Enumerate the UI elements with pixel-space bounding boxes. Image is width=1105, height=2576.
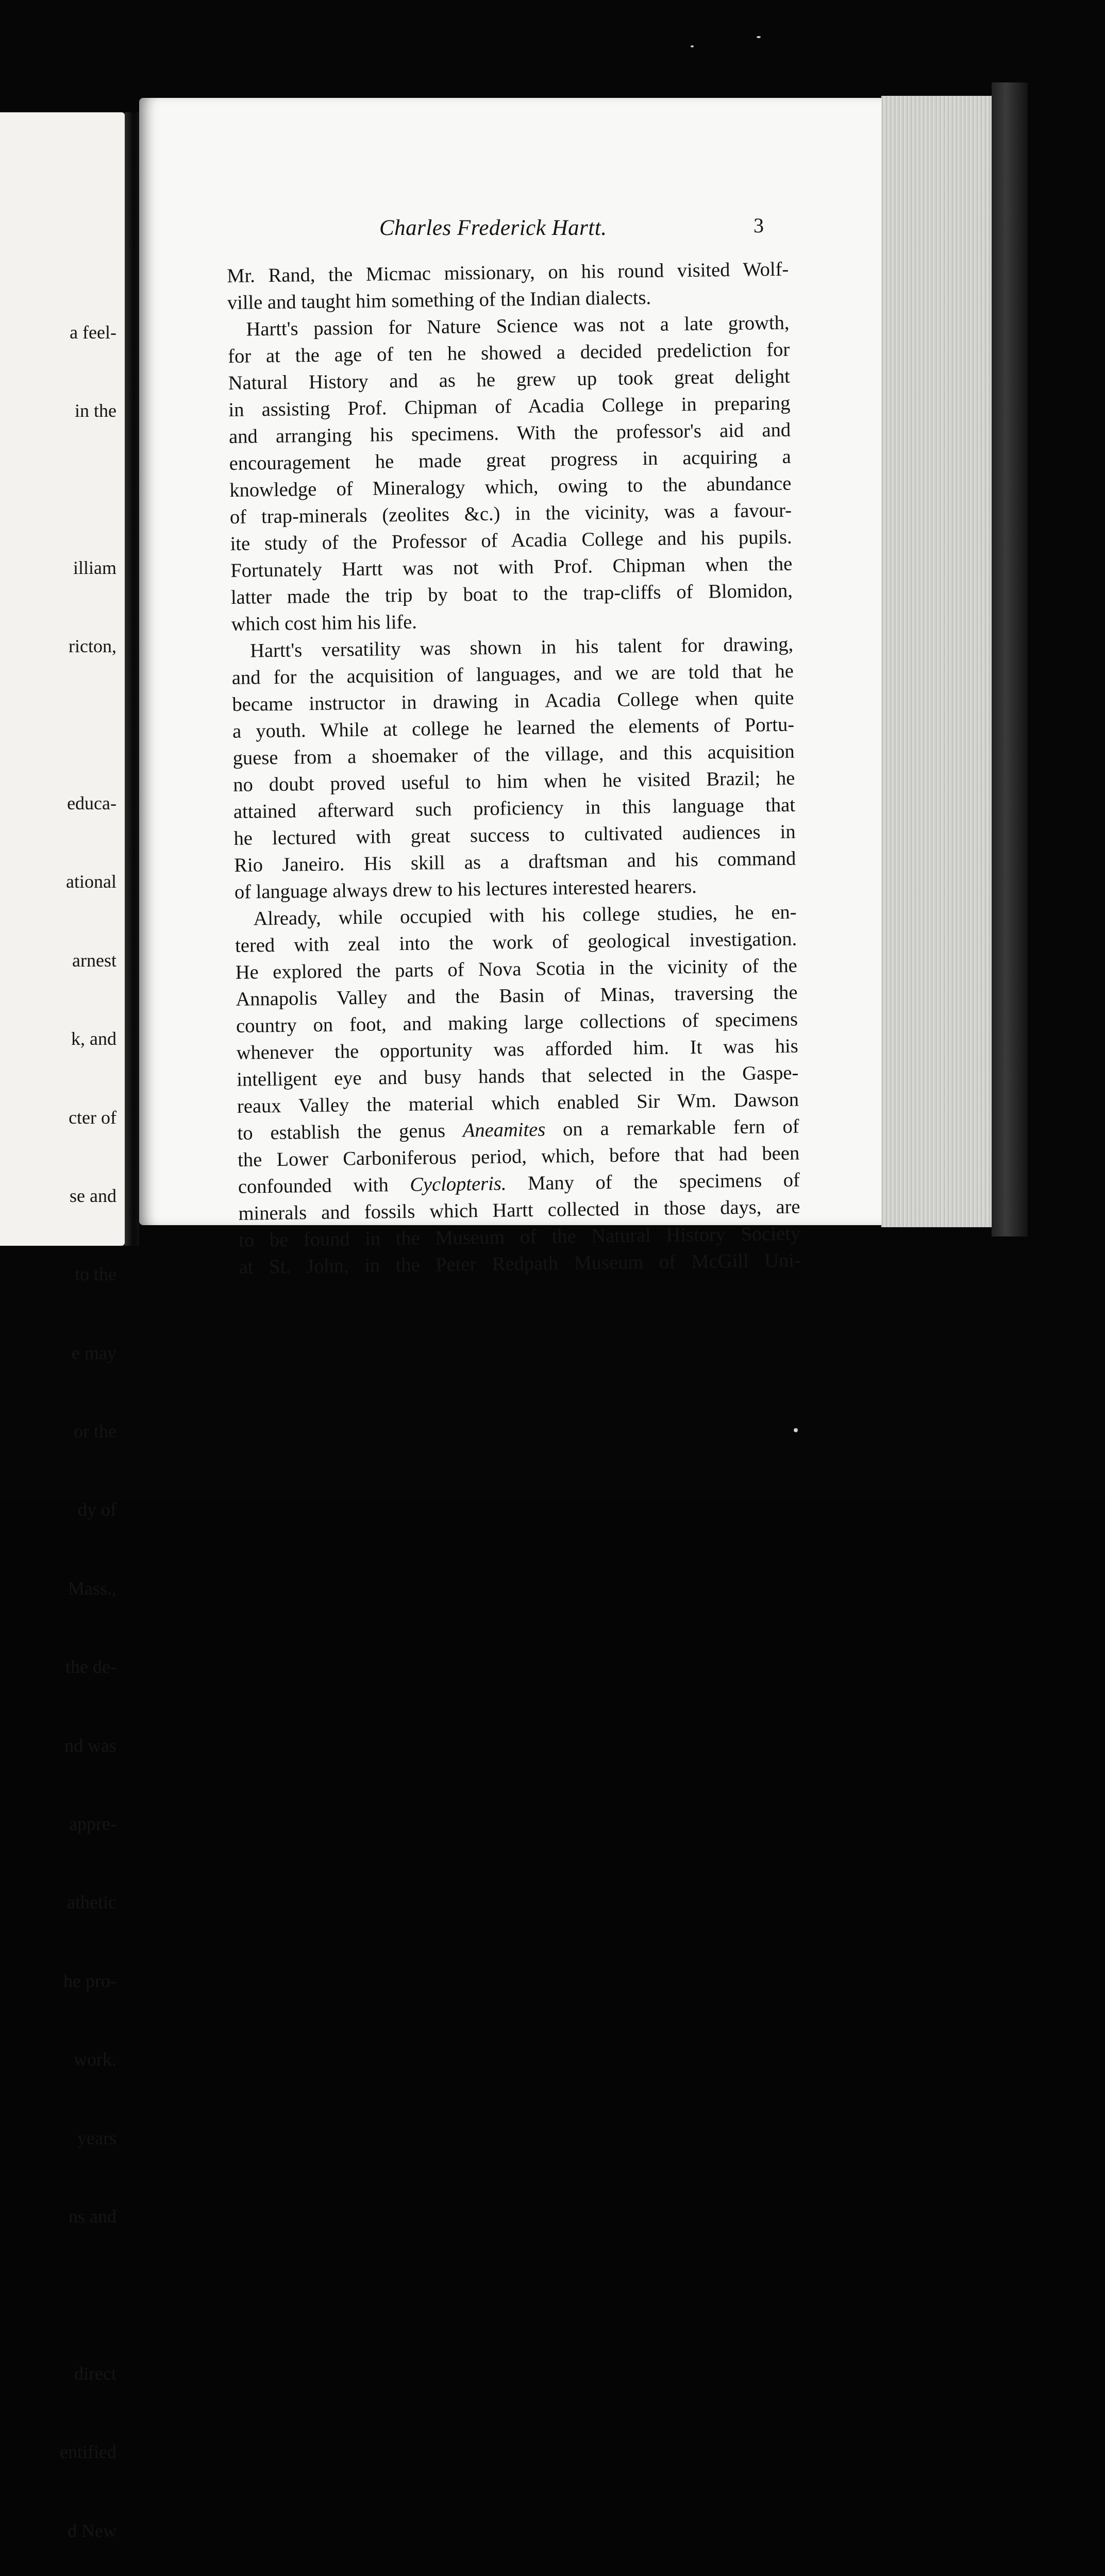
left-fragment-line: educa- (67, 792, 116, 814)
left-fragment-line: k, and (71, 1028, 116, 1049)
text-segment: confounded with (238, 1174, 389, 1198)
text-line: tered with zeal into the work of geological investigation. (235, 928, 797, 957)
left-fragment-line: work. (74, 2049, 116, 2070)
text-line: no doubt proved useful to him when he visited Brazil; he (233, 767, 795, 796)
genus-name-italic: Cyclopteris. (410, 1173, 507, 1196)
text-line: in assisting Prof. Chipman of Acadia College in preparing (228, 392, 791, 421)
left-fragment-line: ricton, (69, 636, 116, 657)
left-page-text-fragments (0, 267, 116, 2576)
left-fragment-line: a feel- (70, 321, 116, 343)
left-fragment-line: ational (66, 871, 116, 892)
text-line: became instructor in drawing in Acadia College when quite (232, 687, 794, 716)
left-fragment-line: se and (70, 1185, 116, 1206)
book-binding (992, 82, 1028, 1236)
body-text (227, 256, 801, 1281)
left-fragment-line: dy of (78, 1499, 116, 1520)
text-line: he lectured with great success to cultivated audiences in (233, 821, 796, 850)
text-line: Already, while occupied with his college studies, he en- (253, 901, 797, 930)
text-line: country on foot, and making large collections of specimens (236, 1008, 798, 1037)
left-page-edge (0, 112, 125, 2541)
left-fragment-line: e may (72, 1342, 116, 1363)
left-fragment-line: direct (74, 2363, 116, 2384)
text-line: ville and taught him something of the Indian dialects. (227, 286, 651, 314)
left-fragment-line (0, 712, 116, 738)
text-line: attained afterward such proficiency in this language that (233, 794, 796, 823)
left-fragment-line: d New (68, 2520, 116, 2541)
text-line: and for the acquisition of languages, and we are told that he (231, 660, 794, 689)
text-line: of trap-minerals (zeolites &c.) in the vicinity, was a favour- (229, 499, 792, 528)
text-line: the Lower Carboniferous period, which, before that had been (238, 1142, 800, 1171)
left-fragment-line: to the (75, 1264, 116, 1285)
text-line: Hartt's versatility was shown in his talent for drawing, (249, 633, 794, 662)
book-gutter-shadow (125, 112, 139, 1246)
text-line: for at the age of ten he showed a decided predeliction for (227, 338, 790, 367)
text-line: guese from a shoemaker of the village, and this acquisition (232, 740, 795, 769)
text-line: latter made the trip by boat to the trap-cliffs of Blomidon, (230, 580, 793, 608)
page-number: 3 (754, 214, 764, 237)
text-line: to be found in the Museum of the Natural History Society (238, 1223, 801, 1251)
left-fragment-line: nd was (64, 1735, 116, 1756)
text-line: a youth. While at college he learned the elements of Portu- (232, 714, 795, 742)
scan-dust-speck (757, 36, 761, 38)
left-fragment-line: he pro- (63, 1970, 116, 1991)
left-fragment-line (0, 476, 116, 502)
running-head-title: Charles Frederick Hartt. (379, 216, 607, 240)
text-line: which cost him his life. (231, 611, 417, 635)
left-fragment-line: the de- (65, 1656, 116, 1677)
text-line: Rio Janeiro. His skill as a draftsman and his command (234, 848, 796, 876)
scan-dust-speck (691, 45, 694, 47)
left-fragment-line: entified (60, 2442, 116, 2463)
left-fragment-line: ns and (69, 2206, 116, 2227)
text-line: minerals and fossils which Hartt collected in those days, are (238, 1196, 800, 1225)
text-line: whenever the opportunity was afforded him. It was his (236, 1035, 798, 1064)
text-line: Hartt's passion for Nature Science was not a late growth, (246, 312, 790, 341)
left-fragment-line (0, 2282, 116, 2308)
text-line: Mr. Rand, the Micmac missionary, on his round visited Wolf- (227, 258, 789, 287)
left-fragment-line: arnest (72, 950, 116, 971)
text-line: encouragement he made great progress in acquiring a (229, 446, 791, 474)
left-fragment-line: illiam (73, 557, 116, 578)
page-block-edges (881, 96, 992, 1227)
text-line: of language always drew to his lectures interested hearers. (234, 875, 697, 903)
text-line: and arranging his specimens. With the professor's aid and (228, 419, 791, 448)
left-fragment-line: Mass., (68, 1578, 116, 1599)
text-segment: to establish the genus (237, 1120, 446, 1144)
text-line: reaux Valley the material which enabled Sir Wm. Dawson (237, 1089, 799, 1117)
text-line: Annapolis Valley and the Basin of Minas, traversing the (236, 981, 798, 1010)
text-segment: on a remarkable fern of (562, 1115, 799, 1141)
text-line: knowledge of Mineralogy which, owing to the abundance (229, 472, 792, 501)
left-fragment-line: or the (74, 1421, 116, 1442)
text-segment: Many of the specimens of (527, 1169, 800, 1194)
text-line: He explored the parts of Nova Scotia in the vicinity of the (235, 955, 798, 984)
text-line: at St. John, in the Peter Redpath Museum of McGill Uni- (239, 1249, 801, 1278)
left-fragment-line: appre- (69, 1814, 116, 1835)
text-line: ite study of the Professor of Acadia College and his pupils. (230, 526, 792, 555)
genus-name-italic: Aneamites (462, 1118, 546, 1142)
left-fragment-line: cter of (69, 1107, 116, 1128)
left-fragment-line: athetic (67, 1892, 116, 1913)
text-line: intelligent eye and busy hands that selected in the Gaspe- (237, 1062, 799, 1091)
left-fragment-line: years (77, 2127, 116, 2148)
scan-dust-speck (794, 1428, 798, 1432)
left-fragment-line: in the (75, 400, 116, 421)
text-line: Fortunately Hartt was not with Prof. Chipman when the (230, 553, 793, 582)
text-line: Natural History and as he grew up took great delight (228, 365, 791, 394)
